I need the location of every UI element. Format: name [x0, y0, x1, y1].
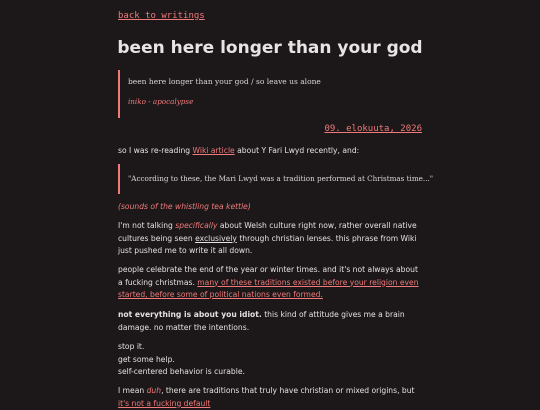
epigraph-line: been here longer than your god / so leave us alone — [128, 77, 321, 86]
line: self-centered behavior is curable. — [118, 367, 245, 376]
bold-text: not everything is about you idiot. — [118, 310, 262, 319]
text: through christian lenses. this phrase from Wiki just pushed me to write it all down. — [118, 233, 417, 255]
paragraph-intro — [118, 145, 422, 158]
paragraph-celebrate — [118, 264, 422, 302]
underlined-text: exclusively — [195, 233, 237, 243]
text: people celebrate the end of the year or winter times. and it's not always about a fucking christmas. — [118, 265, 418, 287]
text: I mean — [118, 386, 147, 395]
traditions-link[interactable]: many of these traditions existed before your religion even started, before some of political nations even formed. — [118, 277, 419, 299]
back-to-writings-link[interactable]: back to writings — [118, 11, 205, 21]
not-default-link[interactable]: it's not a fucking default — [118, 398, 211, 408]
text: this kind of attitude gives me a brain damage. no matter the intentions. — [118, 310, 405, 332]
paragraph-not-about-you — [118, 309, 422, 334]
text: about Welsh culture right now, rather overall native cultures being seen — [118, 221, 417, 243]
wiki-quote-blockquote — [118, 164, 434, 194]
wiki-article-link[interactable]: Wiki article — [192, 146, 235, 155]
emphasis-text: specifically — [175, 221, 218, 230]
line: get some help. — [118, 354, 175, 364]
paragraph-stop-it — [118, 341, 422, 379]
wiki-quote-text: "According to these, the Mari Lwyd was a tradition performed at Christmas time..." — [128, 174, 434, 183]
emphasis-text: duh — [146, 386, 162, 395]
paragraph-duh — [118, 385, 422, 410]
text: , there are traditions that truly have christian or mixed origins, but — [161, 386, 415, 395]
epigraph-citation: iniko - apocalypse — [128, 97, 194, 106]
paragraph-not-talking — [118, 220, 422, 258]
post-date[interactable]: 09. elokuuta, 2026 — [324, 124, 422, 134]
text: I'm not talking — [118, 221, 176, 230]
page-title: been here longer than your god — [117, 38, 423, 58]
intro-text-end: about Y Fari Lwyd recently, and: — [234, 146, 360, 155]
intro-text: so I was re-reading — [118, 146, 193, 155]
line: stop it. — [118, 342, 145, 351]
sound-effect-text: (sounds of the whistling tea kettle) — [118, 202, 251, 211]
epigraph-blockquote — [118, 70, 418, 118]
